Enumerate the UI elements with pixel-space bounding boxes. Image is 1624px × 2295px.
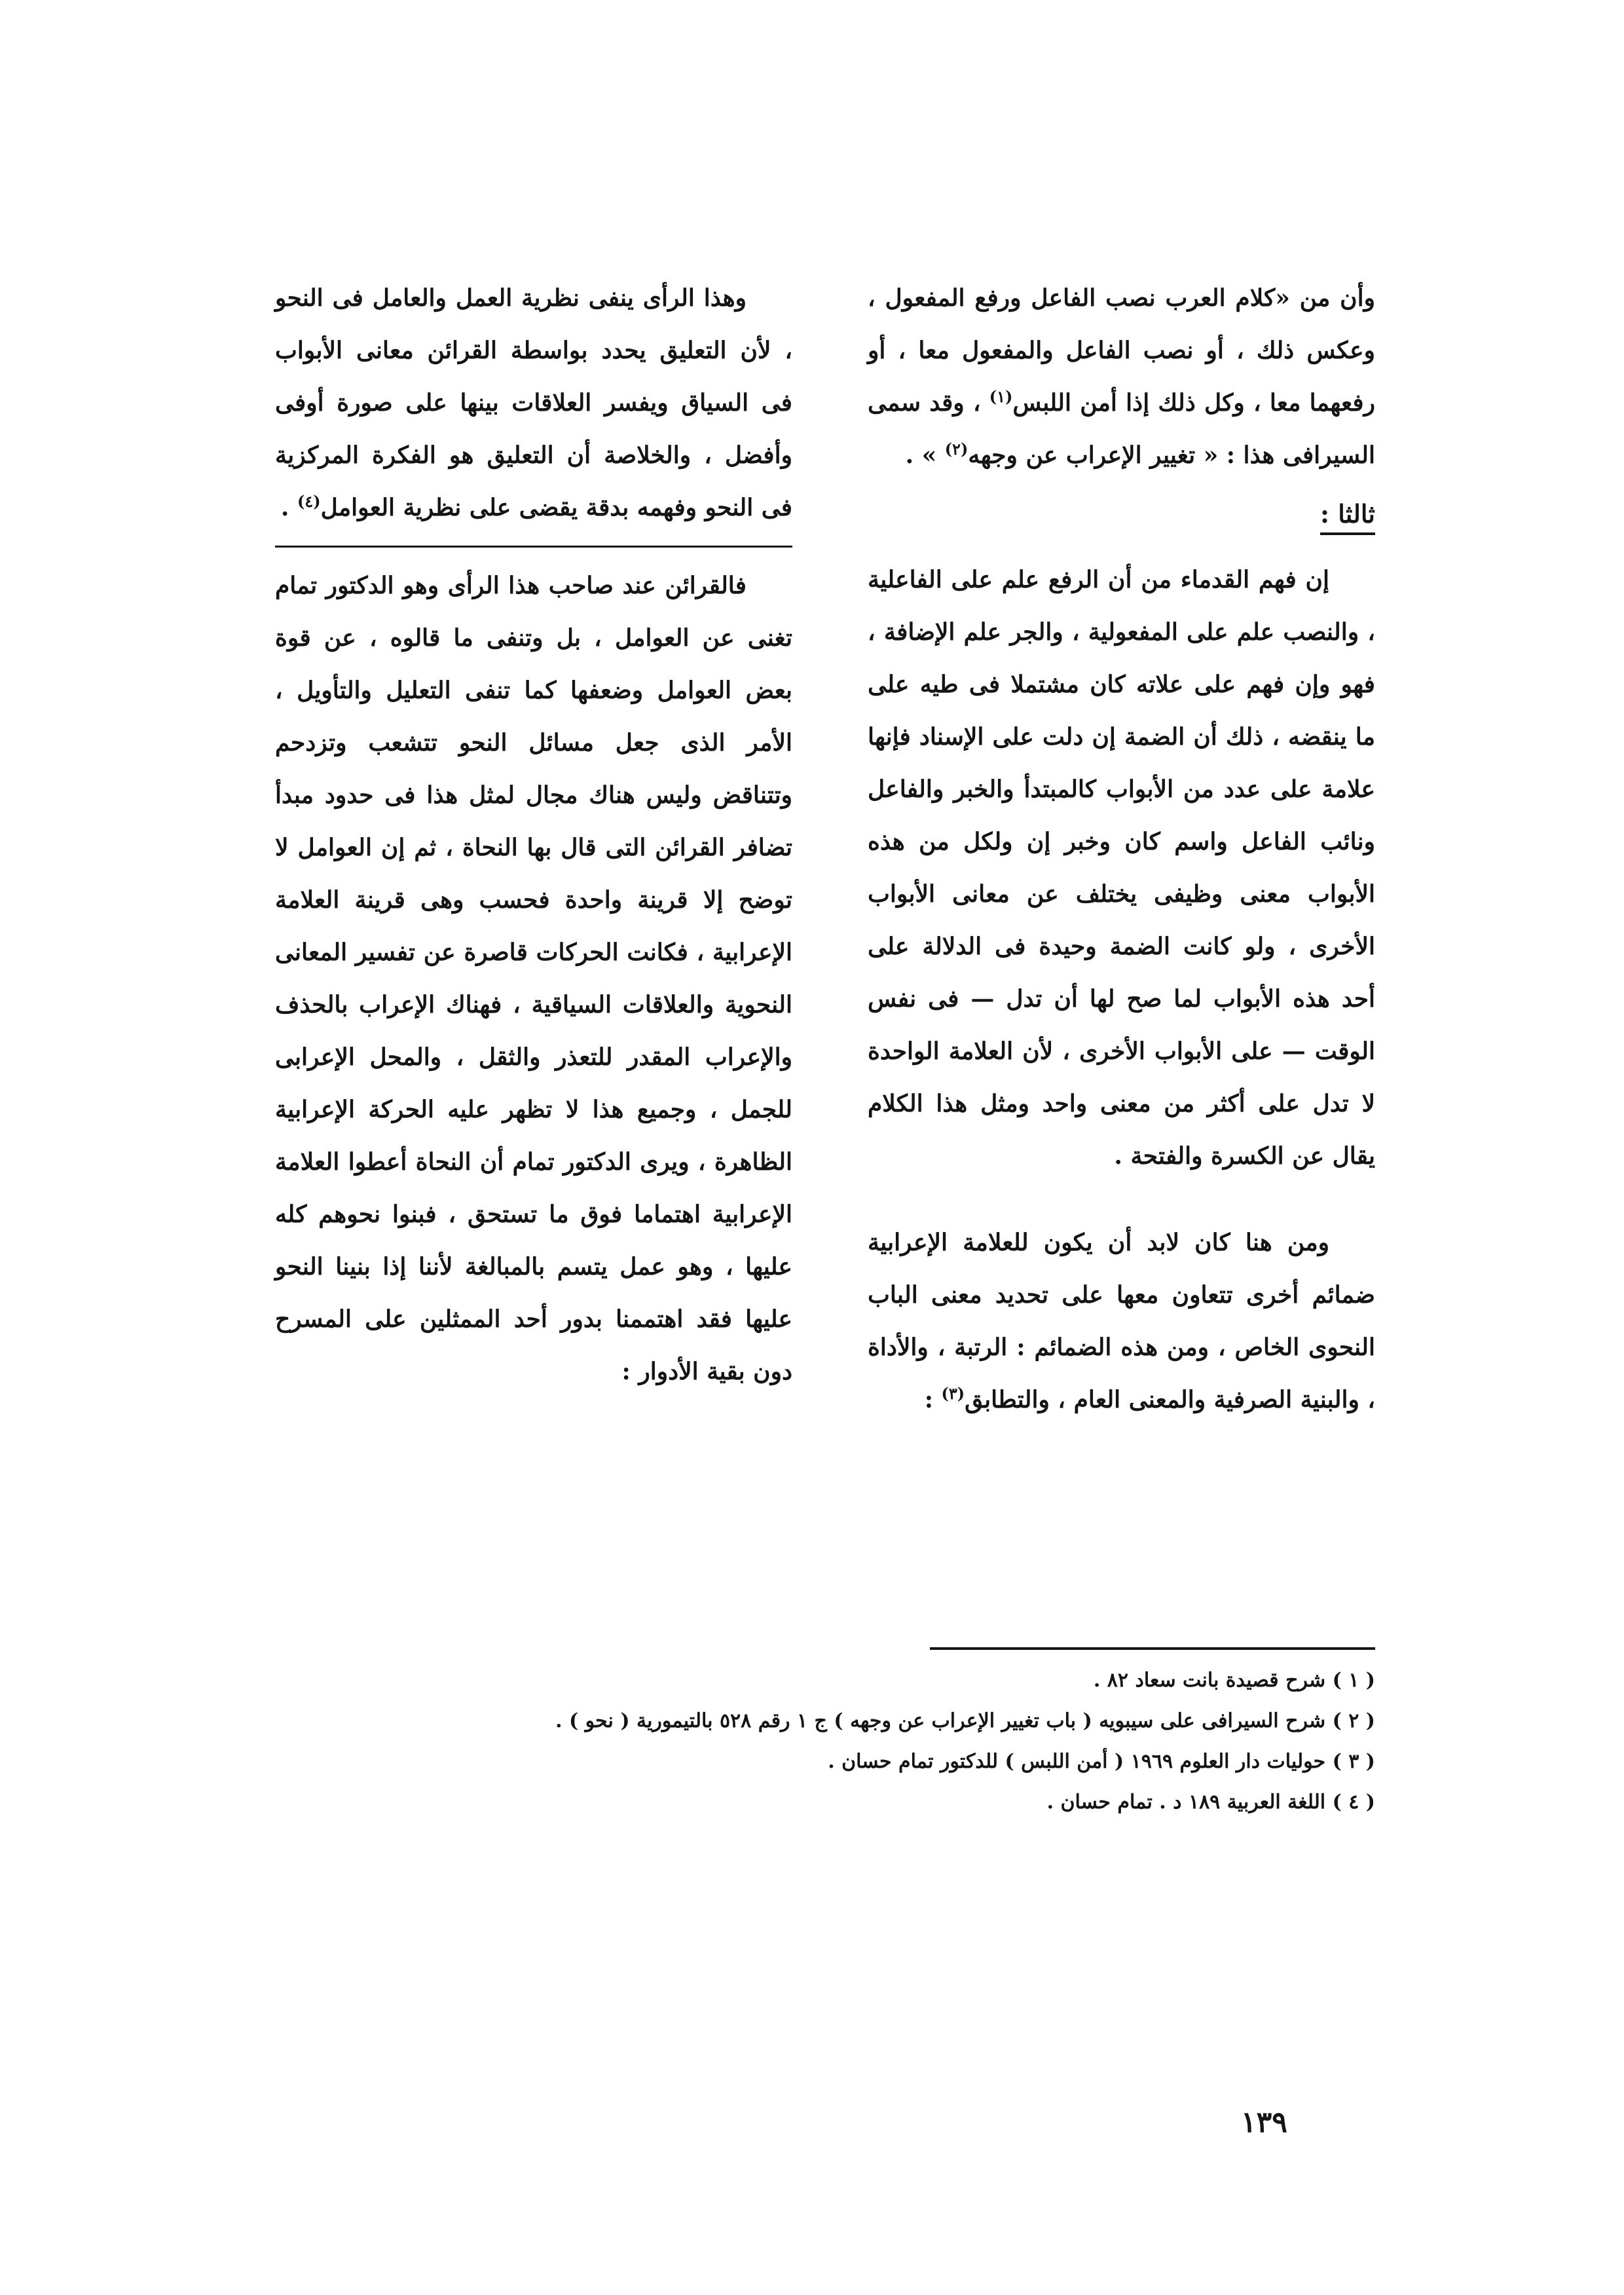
paragraph-1: وأن من «كلام العرب نصب الفاعل ورفع المفعول ، وعكس ذلك ، أو نصب الفاعل والمفعول معا ، أو رفعهما معا ، وكل ذلك إذا أمن اللبس$^{(١)}$ ، وقد سمى السيرافى هذا : « تغيير الإعراب عن وجهه$^{(٢)}$ » . [868, 284, 1375, 469]
section-heading: ثالثا : [868, 488, 1375, 540]
footnote-ref-4: (٤) [297, 492, 321, 511]
section-divider [275, 546, 792, 548]
paragraph-2: إن فهم القدماء من أن الرفع علم على الفاعلية ، والنصب علم على المفعولية ، والجر علم الإضافة ، فهو وإن فهم على علاته كان مشتملا فى طيه على ما ينقضه ، ذلك أن الضمة إن دلت على الإسناد فإنها علامة على عدد من الأبواب كالمبتدأ والخبر والفاعل ونائب الفاعل واسم كان وخبر إن ولكل من هذه الأبواب معنى وظيفى يختلف عن معانى الأبواب الأخرى ، ولو كانت الضمة وحيدة فى الدلالة على أحد هذه الأبواب لما صح لها أن تدل — فى نفس الوقت — على الأبواب الأخرى ، لأن العلامة الواحدة لا تدل على أكثر من معنى واحد ومثل هذا الكلام يقال عن الكسرة والفتحة . [868, 566, 1375, 1170]
left-column [275, 272, 792, 1398]
footnote-2: ( ٢ ) شرح السيرافى على سيبويه ( باب تغيير الإعراب عن وجهه ) ج ١ رقم ٥٢٨ بالتيمورية ( نحو ) . [555, 1709, 1375, 1732]
footnotes [341, 1660, 1375, 1823]
paragraph-3: ومن هنا كان لابد أن يكون للعلامة الإعرابية ضمائم أخرى تتعاون معها على تحديد معنى الباب النحوى الخاص ، ومن هذه الضمائم : الرتبة ، والأداة ، والبنية الصرفية والمعنى العام ، والتطابق$^{(٣)}$ : [868, 1229, 1375, 1413]
footnote-1: ( ١ ) شرح قصيدة بانت سعاد ٨٢ . [1093, 1669, 1375, 1692]
paragraph-4: وهذا الرأى ينفى نظرية العمل والعامل فى النحو ، لأن التعليق يحدد بواسطة القرائن معانى الأبواب فى السياق ويفسر العلاقات بينها على صورة أوفى وأفضل ، والخلاصة أن التعليق هو الفكرة المركزية فى النحو وفهمه بدقة يقضى على نظرية العوامل$^{(٤)}$ . [275, 284, 792, 521]
footnote-3: ( ٣ ) حوليات دار العلوم ١٩٦٩ ( أمن اللبس ) للدكتور تمام حسان . [828, 1750, 1375, 1773]
paragraph-5: فالقرائن عند صاحب هذا الرأى وهو الدكتور تمام تغنى عن العوامل ، بل وتنفى ما قالوه ، عن قوة بعض العوامل وضعفها كما تنفى التعليل والتأويل ، الأمر الذى جعل مسائل النحو تتشعب وتزدحم وتتناقض وليس هناك مجال لمثل هذا فى حدود مبدأ تضافر القرائن التى قال بها النحاة ، ثم إن العوامل لا توضح إلا قرينة واحدة فحسب وهى قرينة العلامة الإعرابية ، فكانت الحركات قاصرة عن تفسير المعانى النحوية والعلاقات السياقية ، فهناك الإعراب بالحذف والإعراب المقدر للتعذر والثقل ، والمحل الإعرابى للجمل ، وجميع هذا لا تظهر عليه الحركة الإعرابية الظاهرة ، ويرى الدكتور تمام أن النحاة أعطوا العلامة الإعرابية اهتماما فوق ما تستحق ، فبنوا نحوهم كله عليها ، وهو عمل يتسم بالمبالغة لأننا إذا بنينا النحو عليها فقد اهتممنا بدور أحد الممثلين على المسرح دون بقية الأدوار : [275, 572, 792, 1385]
footnote-4: ( ٤ ) اللغة العربية ١٨٩ د . تمام حسان . [1046, 1791, 1375, 1814]
page-number: ١٣٩ [1241, 2106, 1287, 2139]
right-column [868, 272, 1375, 1426]
footnote-ref-2: (٢) [944, 439, 969, 458]
footnote-ref-3: (٣) [941, 1384, 965, 1403]
footnote-ref-1: (١) [989, 387, 1013, 406]
footnote-separator [930, 1647, 1375, 1650]
